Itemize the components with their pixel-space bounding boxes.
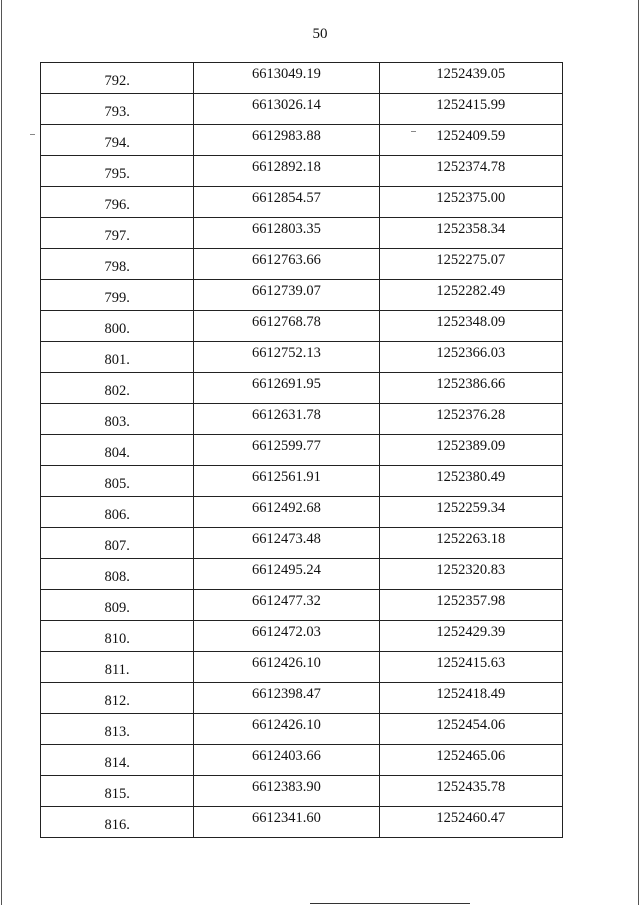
y-coordinate-cell: 1252376.28 — [379, 404, 562, 435]
table-row — [41, 559, 563, 590]
point-number-cell: 811. — [41, 652, 194, 683]
point-number-cell: 798. — [41, 249, 194, 280]
table-row — [41, 776, 563, 807]
table-row — [41, 342, 563, 373]
x-coordinate-cell: 6612398.47 — [194, 683, 379, 714]
x-coordinate-cell: 6612383.90 — [194, 776, 379, 807]
point-number-cell: 793. — [41, 94, 194, 125]
table-row — [41, 404, 563, 435]
coordinates-table-body — [41, 63, 563, 838]
table-row — [41, 683, 563, 714]
table-row — [41, 528, 563, 559]
point-number-cell: 816. — [41, 807, 194, 838]
point-number-cell: 808. — [41, 559, 194, 590]
y-coordinate-cell: 1252435.78 — [379, 776, 562, 807]
table-row — [41, 745, 563, 776]
x-coordinate-cell: 6612691.95 — [194, 373, 379, 404]
y-coordinate-cell: 1252380.49 — [379, 466, 562, 497]
point-number-cell: 809. — [41, 590, 194, 621]
y-coordinate-cell: 1252460.47 — [379, 807, 562, 838]
y-coordinate-cell: 1252429.39 — [379, 621, 562, 652]
y-coordinate-cell: 1252320.83 — [379, 559, 562, 590]
scan-artifact — [310, 903, 470, 904]
point-number-cell: 804. — [41, 435, 194, 466]
table-row — [41, 311, 563, 342]
point-number-cell: 795. — [41, 156, 194, 187]
y-coordinate-cell: 1252358.34 — [379, 218, 562, 249]
x-coordinate-cell: 6613049.19 — [194, 63, 379, 94]
point-number-cell: 812. — [41, 683, 194, 714]
page-number: 50 — [312, 26, 328, 42]
x-coordinate-cell: 6612561.91 — [194, 466, 379, 497]
y-coordinate-cell: 1252375.00 — [379, 187, 562, 218]
table-row — [41, 807, 563, 838]
y-coordinate-cell: 1252418.49 — [379, 683, 562, 714]
table-row — [41, 497, 563, 528]
y-coordinate-cell: 1252415.99 — [379, 94, 562, 125]
y-coordinate-cell: 1252275.07 — [379, 249, 562, 280]
point-number-cell: 802. — [41, 373, 194, 404]
page-edge-right — [638, 0, 639, 905]
x-coordinate-cell: 6612341.60 — [194, 807, 379, 838]
point-number-cell: 810. — [41, 621, 194, 652]
point-number-cell: 797. — [41, 218, 194, 249]
table-row — [41, 125, 563, 156]
table-row — [41, 621, 563, 652]
y-coordinate-cell: 1252348.09 — [379, 311, 562, 342]
point-number-cell: 805. — [41, 466, 194, 497]
y-coordinate-cell: 1252282.49 — [379, 280, 562, 311]
scan-artifact — [411, 131, 416, 132]
x-coordinate-cell: 6612631.78 — [194, 404, 379, 435]
x-coordinate-cell: 6612472.03 — [194, 621, 379, 652]
point-number-cell: 801. — [41, 342, 194, 373]
y-coordinate-cell: 1252415.63 — [379, 652, 562, 683]
y-coordinate-cell: 1252439.05 — [379, 63, 562, 94]
point-number-cell: 799. — [41, 280, 194, 311]
x-coordinate-cell: 6612473.48 — [194, 528, 379, 559]
table-row — [41, 94, 563, 125]
y-coordinate-cell: 1252357.98 — [379, 590, 562, 621]
x-coordinate-cell: 6612426.10 — [194, 652, 379, 683]
x-coordinate-cell: 6612854.57 — [194, 187, 379, 218]
table-row — [41, 218, 563, 249]
x-coordinate-cell: 6612739.07 — [194, 280, 379, 311]
table-row — [41, 280, 563, 311]
table-row — [41, 187, 563, 218]
x-coordinate-cell: 6612768.78 — [194, 311, 379, 342]
point-number-cell: 813. — [41, 714, 194, 745]
y-coordinate-cell: 1252259.34 — [379, 497, 562, 528]
page-edge-left — [1, 0, 2, 905]
table-row — [41, 714, 563, 745]
x-coordinate-cell: 6612763.66 — [194, 249, 379, 280]
x-coordinate-cell: 6612599.77 — [194, 435, 379, 466]
y-coordinate-cell: 1252263.18 — [379, 528, 562, 559]
table-row — [41, 63, 563, 94]
point-number-cell: 803. — [41, 404, 194, 435]
x-coordinate-cell: 6612983.88 — [194, 125, 379, 156]
x-coordinate-cell: 6612403.66 — [194, 745, 379, 776]
x-coordinate-cell: 6612892.18 — [194, 156, 379, 187]
table-row — [41, 373, 563, 404]
table-row — [41, 466, 563, 497]
x-coordinate-cell: 6612477.32 — [194, 590, 379, 621]
table-row — [41, 435, 563, 466]
table-row — [41, 249, 563, 280]
point-number-cell: 806. — [41, 497, 194, 528]
y-coordinate-cell: 1252374.78 — [379, 156, 562, 187]
point-number-cell: 814. — [41, 745, 194, 776]
point-number-cell: 800. — [41, 311, 194, 342]
y-coordinate-cell: 1252465.06 — [379, 745, 562, 776]
point-number-cell: 794. — [41, 125, 194, 156]
x-coordinate-cell: 6612752.13 — [194, 342, 379, 373]
y-coordinate-cell: 1252454.06 — [379, 714, 562, 745]
y-coordinate-cell: 1252366.03 — [379, 342, 562, 373]
x-coordinate-cell: 6612495.24 — [194, 559, 379, 590]
point-number-cell: 796. — [41, 187, 194, 218]
y-coordinate-cell: 1252386.66 — [379, 373, 562, 404]
point-number-cell: 815. — [41, 776, 194, 807]
table-row — [41, 652, 563, 683]
x-coordinate-cell: 6612492.68 — [194, 497, 379, 528]
x-coordinate-cell: 6613026.14 — [194, 94, 379, 125]
coordinates-table — [40, 62, 563, 838]
point-number-cell: 792. — [41, 63, 194, 94]
x-coordinate-cell: 6612803.35 — [194, 218, 379, 249]
y-coordinate-cell: 1252389.09 — [379, 435, 562, 466]
x-coordinate-cell: 6612426.10 — [194, 714, 379, 745]
point-number-cell: 807. — [41, 528, 194, 559]
table-row — [41, 156, 563, 187]
table-row — [41, 590, 563, 621]
y-coordinate-cell: 1252409.59 — [379, 125, 562, 156]
scan-artifact — [30, 134, 35, 135]
